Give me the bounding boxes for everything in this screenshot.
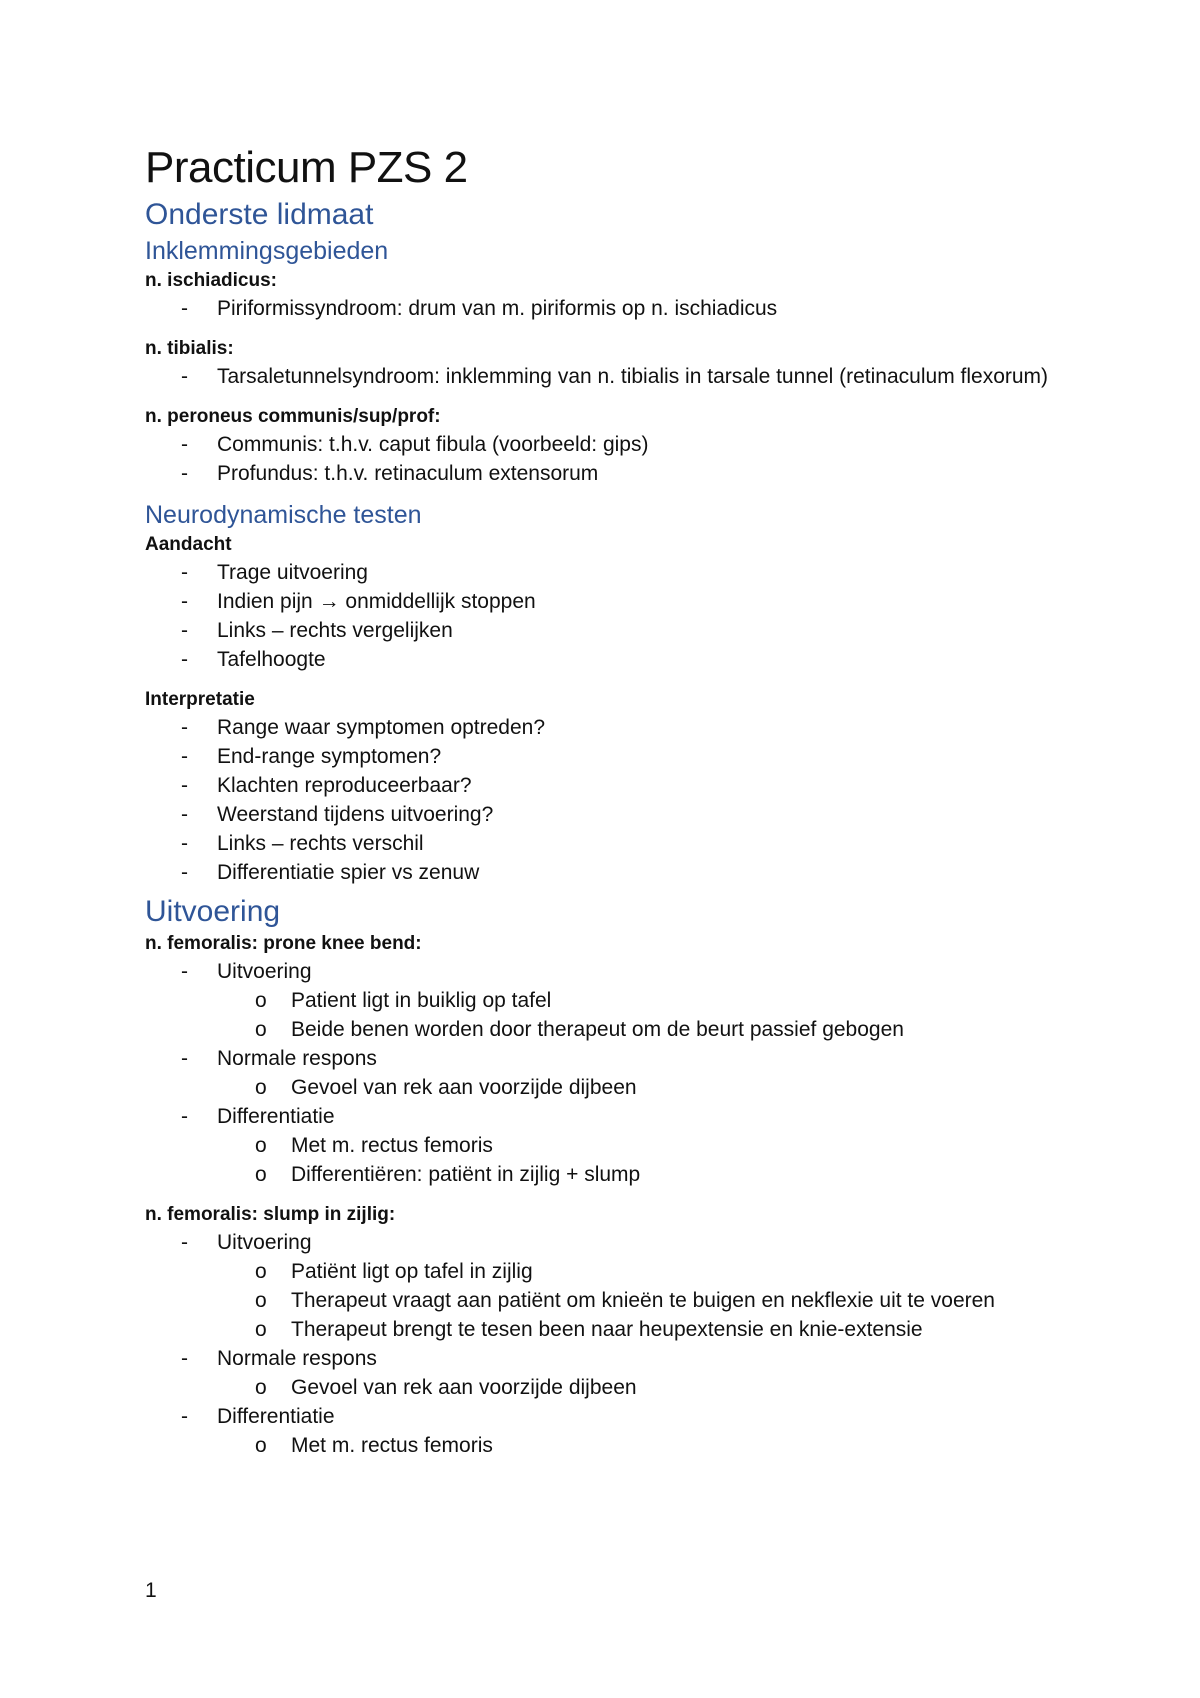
- dash-bullet: -: [181, 803, 188, 826]
- sub-list-item-text: Beide benen worden door therapeut om de beurt passief gebogen: [291, 1018, 904, 1041]
- dash-bullet: -: [181, 297, 188, 320]
- list-item-text: Normale respons: [217, 1347, 377, 1370]
- list-item-text: Weerstand tijdens uitvoering?: [217, 803, 494, 826]
- circle-bullet: o: [255, 1260, 267, 1283]
- circle-bullet: o: [255, 1434, 267, 1457]
- sub-list-item: [145, 1373, 1085, 1402]
- list-item-text: Profundus: t.h.v. retinaculum extensorum: [217, 462, 599, 485]
- list-item: [145, 957, 1085, 986]
- section-heading: Onderste lidmaat: [145, 198, 374, 231]
- sub-list-item-text: Differentiëren: patiënt in zijlig + slump: [291, 1163, 641, 1186]
- sub-list-item: [145, 1073, 1085, 1102]
- circle-bullet: o: [255, 1018, 267, 1041]
- sub-list-item-text: Patient ligt in buiklig op tafel: [291, 989, 552, 1012]
- dash-bullet: -: [181, 365, 188, 388]
- dash-bullet: -: [181, 1347, 188, 1370]
- list-item: [145, 1344, 1085, 1373]
- list-item-text: Differentiatie: [217, 1105, 335, 1128]
- sub-list-item-text: Gevoel van rek aan voorzijde dijbeen: [291, 1376, 637, 1399]
- list-item-text: Differentiatie: [217, 1405, 335, 1428]
- section-heading-uitvoering: Uitvoering: [145, 895, 281, 928]
- list-item: [145, 1102, 1085, 1131]
- circle-bullet: o: [255, 1376, 267, 1399]
- dash-bullet: -: [181, 619, 188, 642]
- list-item: [145, 858, 1085, 887]
- sub-list-item: [145, 1131, 1085, 1160]
- sub-list-item-text: Therapeut vraagt aan patiënt om knieën te buigen en nekflexie uit te voeren: [291, 1289, 995, 1312]
- list-item-text: Communis: t.h.v. caput fibula (voorbeeld: gips): [217, 433, 649, 456]
- dash-bullet: -: [181, 861, 188, 884]
- dash-bullet: -: [181, 716, 188, 739]
- list-item-text: Uitvoering: [217, 960, 312, 983]
- list-item: [145, 587, 1085, 616]
- group-label: n. ischiadicus:: [145, 270, 277, 291]
- list-item-text: End-range symptomen?: [217, 745, 442, 768]
- dash-bullet: -: [181, 1405, 188, 1428]
- list-item-text: Tarsaletunnelsyndroom: inklemming van n. tibialis in tarsale tunnel (retinaculum flexorum): [217, 365, 1049, 388]
- sub-list-item: [145, 1257, 1085, 1286]
- sub-list-item-text: Patiënt ligt op tafel in zijlig: [291, 1260, 533, 1283]
- sub-list-item-text: Therapeut brengt te tesen been naar heupextensie en knie-extensie: [291, 1318, 923, 1341]
- list-item: [145, 1402, 1085, 1431]
- dash-bullet: -: [181, 1105, 188, 1128]
- circle-bullet: o: [255, 1134, 267, 1157]
- list-item: [145, 430, 1085, 459]
- sub-list-item-text: Gevoel van rek aan voorzijde dijbeen: [291, 1076, 637, 1099]
- list-item-text: Trage uitvoering: [217, 561, 368, 584]
- sub-list-item: [145, 1160, 1085, 1189]
- circle-bullet: o: [255, 1289, 267, 1312]
- list-item-text: Links – rechts vergelijken: [217, 619, 453, 642]
- dash-bullet: -: [181, 590, 188, 613]
- dash-bullet: -: [181, 1231, 188, 1254]
- circle-bullet: o: [255, 1163, 267, 1186]
- sub-list-item-text: Met m. rectus femoris: [291, 1134, 493, 1157]
- sub-list-item: [145, 1431, 1085, 1460]
- list-item: [145, 771, 1085, 800]
- list-item-text: Uitvoering: [217, 1231, 312, 1254]
- list-item-text: Tafelhoogte: [217, 648, 326, 671]
- circle-bullet: o: [255, 1318, 267, 1341]
- list-item-text: Range waar symptomen optreden?: [217, 716, 546, 739]
- group-label: n. femoralis: slump in zijlig:: [145, 1204, 396, 1225]
- group-label: Interpretatie: [145, 689, 255, 710]
- list-item: [145, 459, 1085, 488]
- dash-bullet: -: [181, 745, 188, 768]
- dash-bullet: -: [181, 1047, 188, 1070]
- list-item: [145, 558, 1085, 587]
- subsection-heading-neuro: Neurodynamische testen: [145, 501, 422, 529]
- list-item: [145, 1044, 1085, 1073]
- page-number: 1: [145, 1579, 157, 1602]
- dash-bullet: -: [181, 433, 188, 456]
- list-item: [145, 742, 1085, 771]
- list-item-text: Normale respons: [217, 1047, 377, 1070]
- sub-list-item: [145, 1015, 1085, 1044]
- sub-list-item: [145, 1286, 1085, 1315]
- group-label: n. peroneus communis/sup/prof:: [145, 406, 441, 427]
- dash-bullet: -: [181, 774, 188, 797]
- dash-bullet: -: [181, 832, 188, 855]
- list-item-text: Links – rechts verschil: [217, 832, 424, 855]
- list-item: [145, 1228, 1085, 1257]
- group-label: n. femoralis: prone knee bend:: [145, 933, 422, 954]
- list-item-text: Klachten reproduceerbaar?: [217, 774, 472, 797]
- list-item: [145, 645, 1085, 674]
- list-item: [145, 294, 1085, 323]
- document-title: Practicum PZS 2: [145, 143, 468, 192]
- list-item-text: Indien pijn → onmiddellijk stoppen: [217, 590, 536, 613]
- list-item-text: Differentiatie spier vs zenuw: [217, 861, 480, 884]
- sub-list-item: [145, 1315, 1085, 1344]
- list-item: [145, 829, 1085, 858]
- list-item: [145, 616, 1085, 645]
- dash-bullet: -: [181, 960, 188, 983]
- subsection-heading-inklemming: Inklemmingsgebieden: [145, 237, 389, 265]
- list-item: [145, 362, 1085, 391]
- dash-bullet: -: [181, 561, 188, 584]
- list-item: [145, 713, 1085, 742]
- list-item-text: Piriformissyndroom: drum van m. piriformis op n. ischiadicus: [217, 297, 778, 320]
- list-item: [145, 800, 1085, 829]
- dash-bullet: -: [181, 648, 188, 671]
- group-label: n. tibialis:: [145, 338, 234, 359]
- circle-bullet: o: [255, 989, 267, 1012]
- document-page: [145, 142, 1085, 1460]
- sub-list-item-text: Met m. rectus femoris: [291, 1434, 493, 1457]
- circle-bullet: o: [255, 1076, 267, 1099]
- sub-list-item: [145, 986, 1085, 1015]
- dash-bullet: -: [181, 462, 188, 485]
- group-label: Aandacht: [145, 534, 232, 555]
